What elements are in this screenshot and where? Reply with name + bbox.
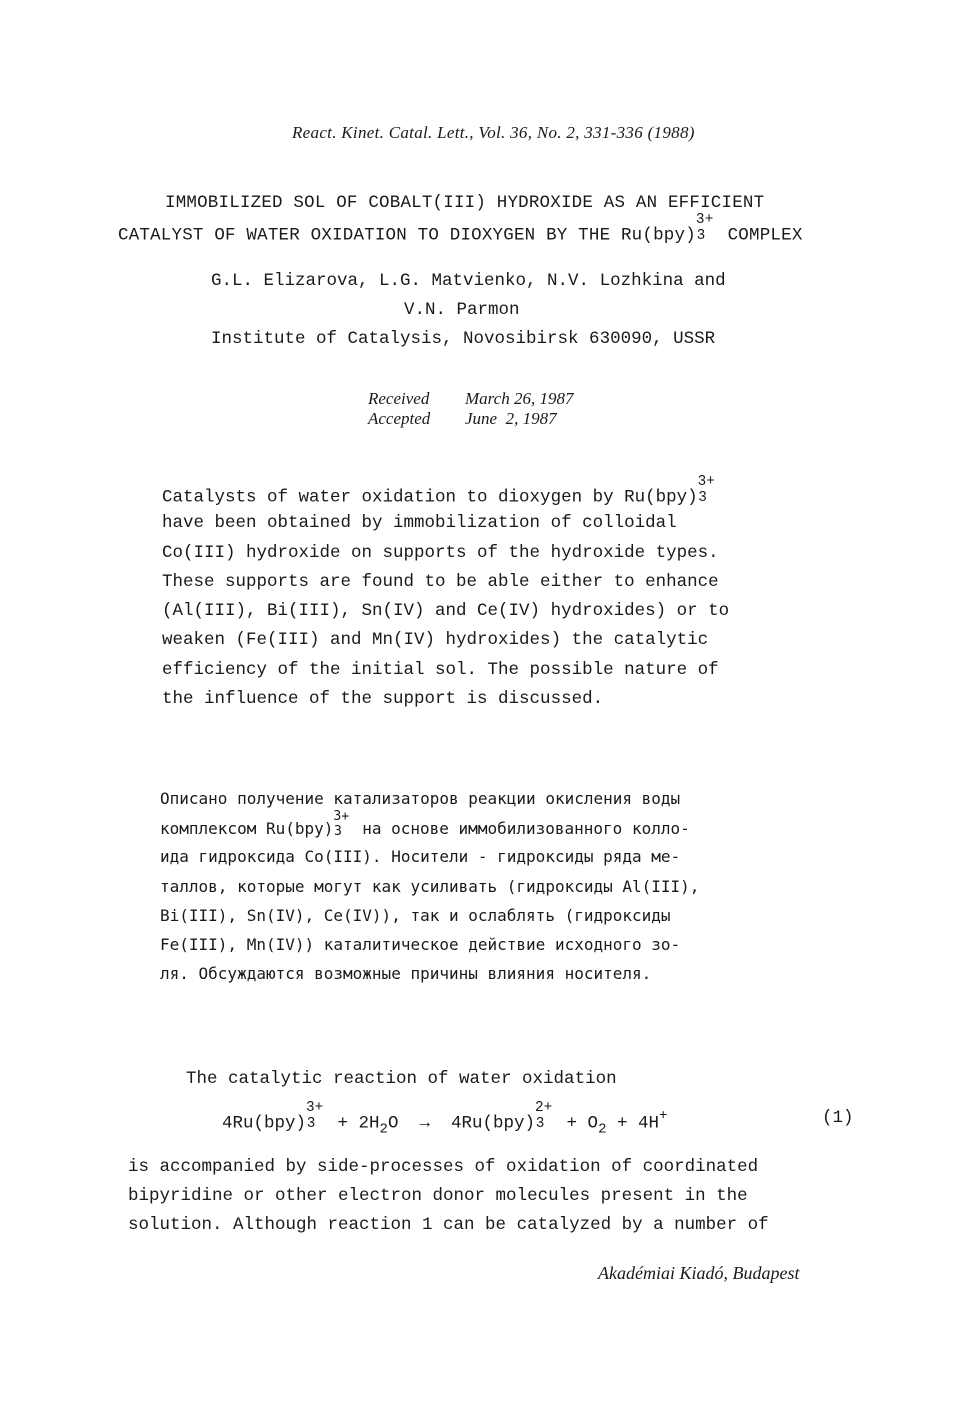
abstract-ru-line xyxy=(160,808,690,839)
body-intro: The catalytic reaction of water oxidation xyxy=(186,1069,617,1089)
abstract-en-line: the influence of the support is discussed. xyxy=(162,689,604,709)
body-line: bipyridine or other electron donor molecules present in the xyxy=(128,1186,748,1206)
abstract-ru-line: Fe(III), Mn(IV)) каталитическое действие исходного зо- xyxy=(160,935,681,954)
eq-plus-proton: + 4H xyxy=(616,1113,659,1134)
abstract-en-line: efficiency of the initial sol. The possible nature of xyxy=(162,660,719,680)
institute: Institute of Catalysis, Novosibirsk 630090, USSR xyxy=(211,329,716,349)
eq-lhs: 4Ru(bpy) xyxy=(222,1113,307,1134)
eq-rhs-sup: 2+ xyxy=(535,1099,553,1116)
received-date xyxy=(368,389,573,409)
eq-plus-water: + 2H xyxy=(337,1113,380,1134)
abstract-ru-line: Bi(III), Sn(IV), Ce(IV)), так и ослаблять (гидроксиды xyxy=(160,906,671,925)
eq-arrow: → xyxy=(419,1113,430,1134)
eq-oxygen-sub: 2 xyxy=(598,1121,607,1138)
abstract-ru-sup: 3+ xyxy=(333,808,350,824)
abstract-en-text: Catalysts of water oxidation to dioxygen by Ru(bpy) xyxy=(162,487,698,508)
abstract-en-line: weaken (Fe(III) and Mn(IV) hydroxides) the catalytic xyxy=(162,630,709,650)
eq-water-o: O xyxy=(387,1113,399,1134)
abstract-ru-line: Описано получение катализаторов реакции окисления воды xyxy=(160,789,681,808)
abstract-en-line: Co(III) hydroxide on supports of the hydroxide types. xyxy=(162,543,719,563)
title-sup: 3+ xyxy=(695,211,714,228)
abstract-ru-line: таллов, которые могут как усиливать (гидроксиды Al(III), xyxy=(160,877,700,896)
title-sub: 3 xyxy=(696,228,706,245)
abstract-ru-line: ля. Обсуждаются возможные причины влияния носителя. xyxy=(160,964,652,983)
accepted-label: Accepted xyxy=(368,409,431,428)
abstract-ru-text: комплексом Ru(bpy) xyxy=(160,819,334,838)
abstract-ru-charge xyxy=(333,808,352,839)
received-value: March 26, 1987 xyxy=(465,389,574,408)
title-charge xyxy=(695,211,717,245)
eq-proton-sup: + xyxy=(659,1108,668,1124)
authors-line-1: G.L. Elizarova, L.G. Matvienko, N.V. Lozhkina and xyxy=(211,271,726,291)
abstract-ru-line: ида гидроксида Co(III). Носители - гидроксиды ряда ме- xyxy=(160,847,681,866)
equation-1 xyxy=(222,1099,668,1138)
eq-rhs-sub: 3 xyxy=(535,1116,545,1133)
abstract-en-line: (Al(III), Bi(III), Sn(IV) and Ce(IV) hydroxides) or to xyxy=(162,601,730,621)
eq-lhs-charge xyxy=(306,1099,327,1133)
authors-line-2: V.N. Parmon xyxy=(404,300,520,320)
journal-citation: React. Kinet. Catal. Lett., Vol. 36, No. 2, 331-336 (1988) xyxy=(292,123,695,142)
eq-plus-oxygen: + O xyxy=(566,1113,599,1134)
eq-lhs-sup: 3+ xyxy=(306,1099,324,1116)
body-line: solution. Although reaction 1 can be catalyzed by a number of xyxy=(128,1215,769,1235)
eq-rhs-charge xyxy=(535,1099,556,1133)
publisher-footer: Akadémiai Kiadó, Budapest xyxy=(598,1263,800,1283)
body-line: is accompanied by side-processes of oxidation of coordinated xyxy=(128,1157,759,1177)
abstract-en-line: have been obtained by immobilization of colloidal xyxy=(162,513,677,533)
eq-rhs: 4Ru(bpy) xyxy=(451,1113,536,1134)
abstract-en-sup: 3+ xyxy=(697,473,715,490)
equation-number: (1) xyxy=(822,1108,854,1128)
abstract-en-line: These supports are found to be able either to enhance xyxy=(162,572,719,592)
abstract-en-charge xyxy=(697,473,719,507)
title-end: COMPLEX xyxy=(727,225,803,246)
eq-lhs-sub: 3 xyxy=(306,1116,316,1133)
received-label: Received xyxy=(368,389,430,408)
title-line-2 xyxy=(118,211,803,246)
accepted-date xyxy=(368,409,557,429)
eq-water-sub: 2 xyxy=(379,1121,388,1138)
abstract-en-sub: 3 xyxy=(698,490,707,507)
abstract-en-line xyxy=(162,473,719,508)
title-line-1: IMMOBILIZED SOL OF COBALT(III) HYDROXIDE AS AN EFFICIENT xyxy=(165,193,765,213)
abstract-ru-text-end: на основе иммобилизованного колло- xyxy=(362,819,690,838)
accepted-value: June 2, 1987 xyxy=(465,409,557,428)
abstract-ru-sub: 3 xyxy=(334,823,342,839)
title-text: CATALYST OF WATER OXIDATION TO DIOXYGEN BY THE Ru(bpy) xyxy=(118,225,696,246)
